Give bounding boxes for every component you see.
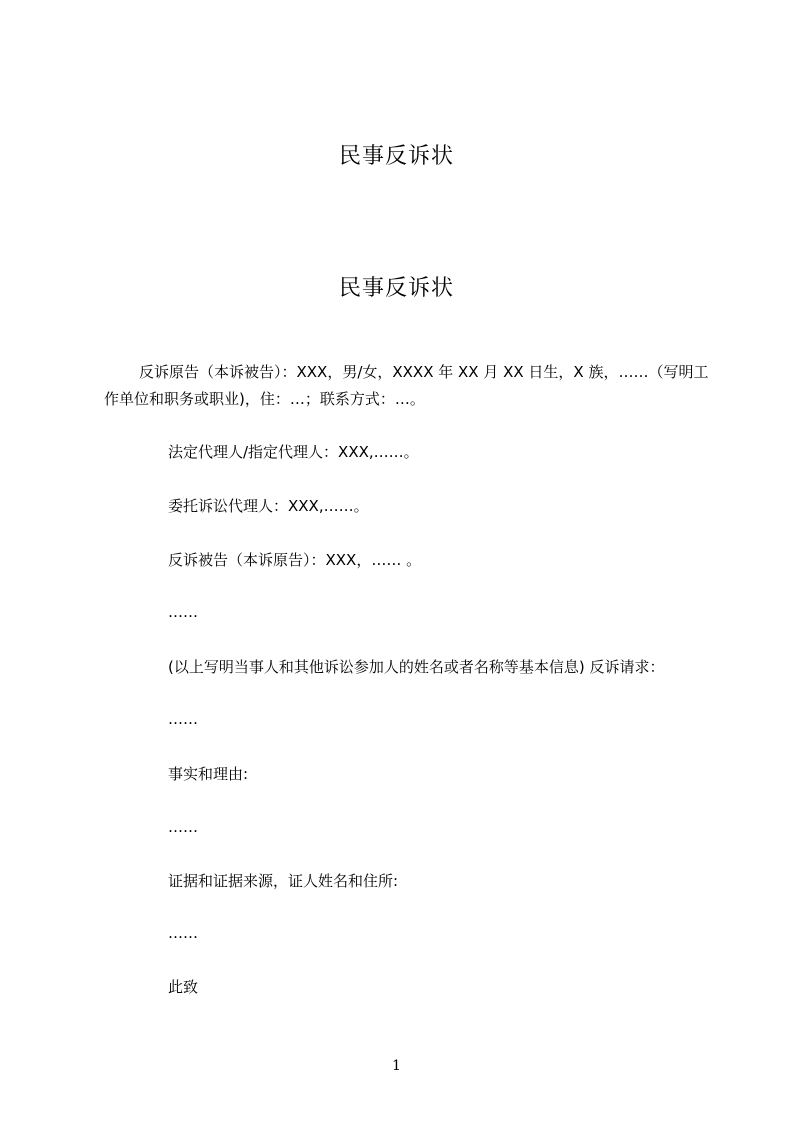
evidence-label: 证据和证据来源，证人姓名和住所:	[168, 872, 399, 890]
ellipsis-line: ……	[168, 924, 198, 942]
closing-line: 此致	[168, 978, 199, 996]
page-number: 1	[392, 1058, 401, 1074]
entrusted-agent-line: 委托诉讼代理人：XXX,……。	[168, 497, 369, 515]
facts-label: 事实和理由:	[168, 765, 249, 783]
plaintiff-info-line-1: 反诉原告（本诉被告）：XXX，男/女，XXXX 年 XX 月 XX 日生，X 族，……（写明工	[139, 363, 709, 381]
ellipsis-line: ……	[168, 818, 198, 836]
header-title: 民事反诉状	[338, 144, 454, 169]
ellipsis-line: ……	[168, 710, 198, 728]
ellipsis-line: ……	[168, 603, 198, 621]
document-title: 民事反诉状	[338, 276, 454, 301]
plaintiff-info-line-2: 作单位和职务或职业)，住：…；联系方式：…。	[104, 390, 425, 408]
legal-agent-line: 法定代理人/指定代理人：XXX,……。	[168, 443, 419, 461]
defendant-line: 反诉被告（本诉原告）：XXX，…… 。	[168, 551, 422, 569]
parties-note-line: (以上写明当事人和其他诉讼参加人的姓名或者名称等基本信息) 反诉请求：	[168, 658, 665, 676]
